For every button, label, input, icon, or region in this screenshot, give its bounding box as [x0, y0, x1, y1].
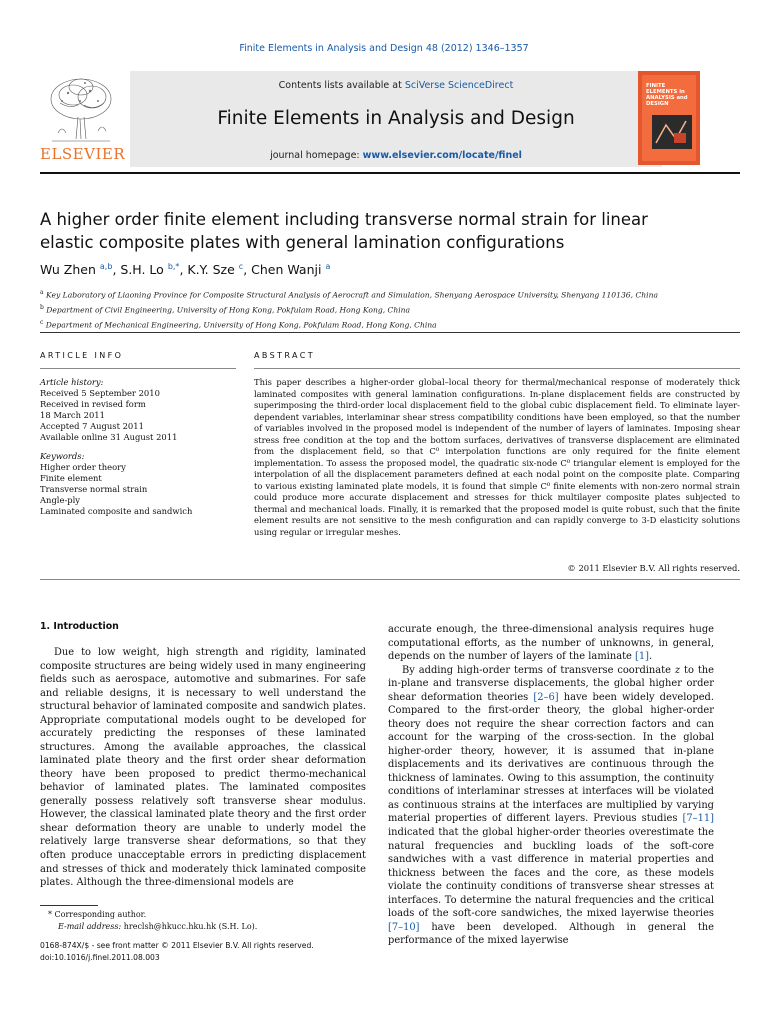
cover-title: FINITE ELEMENTS in ANALYSIS and DESIGN	[646, 83, 688, 108]
front-matter	[40, 940, 370, 964]
abstract-text: This paper describes a higher-order global–local theory for thermal/mechanical response of moderately thick laminated composites with general lamination configurations. In-plane displacement fields are constructed by superimposing the third-order local displacement field to the global cubic displacement field. To eliminate layer-dependent variables, interlaminar shear stress compatibility conditions have been employed, so that the number of variables involved in the proposed model is independent of the number of layers of laminates. Imposing shear stress free condition at the top and the bottom surfaces, derivatives of transverse displacement are eliminated from the displacement field, so that C⁰ interpolation functions are only required for the finite element implementation. To assess the proposed model, the quadratic six-node C⁰ triangular element is employed for the interpolation of all the displacement parameters defined at each nodal point on the composite plate. Comparing to various existing laminated plate models, it is found that simple C⁰ finite elements with non-zero normal strain could produce more accurate displacement and stresses for thick multilayer composite plates subjected to thermal and mechanical loads. Finally, it is remarked that the proposed model is quite robust, such that the finite element results are not sensitive to the mesh configuration and can rapidly converge to 3-D elasticity solutions using regular or irregular meshes.	[254, 377, 740, 537]
affiliation-item	[40, 317, 740, 332]
affiliation-text: Department of Mechanical Engineering, University of Hong Kong, Pokfulam Road, Hong Kong, China	[45, 320, 437, 330]
author-affil-mark[interactable]: a	[325, 262, 331, 271]
keyword-item: Finite element	[40, 472, 102, 483]
journal-header-box	[130, 71, 662, 167]
journal-cover-panel	[642, 75, 696, 161]
doi-line[interactable]: doi:10.1016/j.finel.2011.08.003	[40, 953, 160, 962]
author-name: S.H. Lo	[120, 262, 164, 278]
issn-line: 0168-874X/$ - see front matter © 2011 Elsevier B.V. All rights reserved.	[40, 941, 314, 950]
abstract-rule	[254, 368, 740, 369]
keyword-item: Laminated composite and sandwich	[40, 506, 193, 517]
intro-paragraph	[388, 623, 714, 664]
math-variable: z	[674, 664, 681, 676]
keyword-item: Transverse normal strain	[40, 483, 148, 494]
elsevier-logo	[40, 73, 126, 163]
journal-reference[interactable]: Finite Elements in Analysis and Design 48 (2012) 1346–1357	[239, 43, 529, 54]
contents-prefix: Contents lists available at	[278, 80, 405, 91]
masthead	[40, 71, 740, 167]
footnote	[40, 909, 370, 932]
citation-link[interactable]: [7–10]	[388, 921, 420, 933]
journal-cover-image	[638, 71, 700, 165]
homepage-link[interactable]: www.elsevier.com/locate/finel	[362, 150, 522, 161]
author-separator: ,	[243, 262, 252, 278]
text-run: By adding high-order terms of transverse coordinate	[402, 664, 675, 676]
affiliation-text: Key Laboratory of Liaoning Province for Composite Structural Analysis of Aerocraft and Simulation, Shenyang Aerospace University, Shenyang 110136, China	[46, 290, 659, 300]
author-list	[40, 262, 330, 277]
article-info	[40, 377, 240, 517]
title-line: A higher order finite element including transverse normal strain for linear	[40, 210, 648, 229]
author-affil-mark[interactable]: a,b	[99, 262, 113, 271]
elsevier-wordmark: ELSEVIER	[40, 145, 126, 163]
body-column-left	[40, 646, 366, 890]
introduction-heading: 1. Introduction	[40, 621, 119, 632]
sciencedirect-link[interactable]: SciVerse ScienceDirect	[404, 80, 514, 91]
affiliation-item	[40, 302, 740, 317]
homepage-prefix: journal homepage:	[270, 150, 363, 161]
footnote-rule	[40, 905, 98, 906]
email-note	[40, 921, 370, 933]
history-item: Available online 31 August 2011	[40, 432, 178, 443]
keyword-item: Angle-ply	[40, 494, 81, 505]
text-run: indicated that the global higher-order theories overestimate the natural frequencies and buckling loads of the soft-core sandwiches with a vast difference in material properties and thickness between the faces and the core, as these models violate the continuity conditions of transverse shear stresses at interfaces. To determine the natural frequencies and the critical loads of the soft-core sandwiches, the mixed layerwise theories	[388, 826, 714, 920]
history-item: Accepted 7 August 2011	[40, 421, 144, 432]
homepage-line	[130, 150, 662, 161]
abstract-bottom-rule	[40, 579, 740, 580]
author-affil-mark[interactable]: c	[238, 262, 244, 271]
text-run: to the in-plane and transverse displacements, the global higher order shear deformation theories	[388, 664, 714, 703]
text-run: accurate enough, the three-dimensional analysis requires huge computational efforts, as the number of unknowns, in general, depends on the number of layers of the laminate	[388, 624, 714, 663]
affiliation-mark: b	[40, 303, 44, 311]
text-run: have been developed. Although in general the performance of the mixed layerwise	[388, 921, 714, 947]
author-name: Chen Wanji	[251, 262, 322, 278]
affiliation-mark: a	[40, 289, 44, 296]
article-info-rule	[40, 368, 236, 369]
article-info-heading: ARTICLE INFO	[40, 351, 124, 360]
history-item: Received in revised form	[40, 399, 146, 410]
section-divider	[40, 332, 740, 333]
intro-paragraph	[388, 664, 714, 948]
journal-title: Finite Elements in Analysis and Design	[217, 108, 575, 129]
contents-line	[130, 80, 662, 91]
cover-graphic-icon	[652, 115, 692, 149]
text-run: have been widely developed. Compared to the first-order theory, the global higher-order theory does not require the shear correction factors and can account for the warping of the cross-section. In the global higher-order theory, however, it is assumed that in-plane displacements and its derivatives are continuous through the thickness of laminates. Owing to this assumption, the continuity conditions of interlaminar stresses at interfaces will be violated as continuous strains at the interfaces are multiplied by varying material properties of different layers. Previous studies	[388, 691, 715, 825]
corresponding-author-note: * Corresponding author.	[48, 910, 147, 919]
elsevier-tree-emblem-icon	[40, 73, 122, 147]
abstract-heading: ABSTRACT	[254, 351, 316, 360]
intro-paragraph: Due to low weight, high strength and rigidity, laminated composite structures are being widely used in many engineering fields such as aerospace, automotive and submarines. For safe and reliable designs, it is necessary to well understand the structural behavior of laminated composite and sandwich plates. Appropriate computational models ought to be developed for accurately predicting the responses of these laminated structures. Among the available approaches, the classical laminated plate theory and the first order shear deformation theory have been proposed to predict thermo-mechanical behavior of laminated plates. The laminated composites generally possess relatively soft transverse shear modulus. However, the classical laminated plate theory and the first order shear deformation theory are unable to underly model the relatively large transverse shear deformations, so that they often produce unacceptable errors in predicting displacement and stresses of thick and moderately thick laminated composite plates. Although the three-dimensional models are	[40, 647, 366, 889]
author-separator: ,	[112, 262, 121, 278]
affiliation-text: Department of Civil Engineering, University of Hong Kong, Pokfulam Road, Hong Kong, China	[46, 305, 411, 315]
keywords-label: Keywords:	[40, 450, 85, 461]
affiliations	[40, 287, 740, 331]
author-name: K.Y. Sze	[187, 262, 235, 278]
history-item: Received 5 September 2010	[40, 388, 160, 399]
affiliation-item	[40, 287, 740, 302]
keyword-item: Higher order theory	[40, 461, 126, 472]
citation-link[interactable]: [1]	[635, 651, 650, 663]
paper-title	[40, 208, 740, 254]
history-label: Article history:	[40, 377, 104, 387]
affiliation-mark: c	[40, 318, 44, 326]
author-name: Wu Zhen	[40, 262, 96, 278]
citation-link[interactable]: [2–6]	[533, 691, 559, 703]
body-column-right	[388, 623, 714, 948]
email-label: E-mail address:	[58, 921, 122, 931]
history-item: 18 March 2011	[40, 410, 105, 421]
email-address[interactable]: hreclsh@hkucc.hku.hk (S.H. Lo).	[121, 921, 258, 931]
copyright-notice: © 2011 Elsevier B.V. All rights reserved.	[567, 563, 740, 573]
author-separator: ,	[179, 262, 188, 278]
header-divider	[40, 172, 740, 174]
text-run: .	[649, 651, 653, 663]
title-line: elastic composite plates with general lamination configurations	[40, 233, 565, 252]
citation-link[interactable]: [7–11]	[682, 813, 714, 825]
author-affil-mark[interactable]: b,*	[167, 262, 180, 271]
